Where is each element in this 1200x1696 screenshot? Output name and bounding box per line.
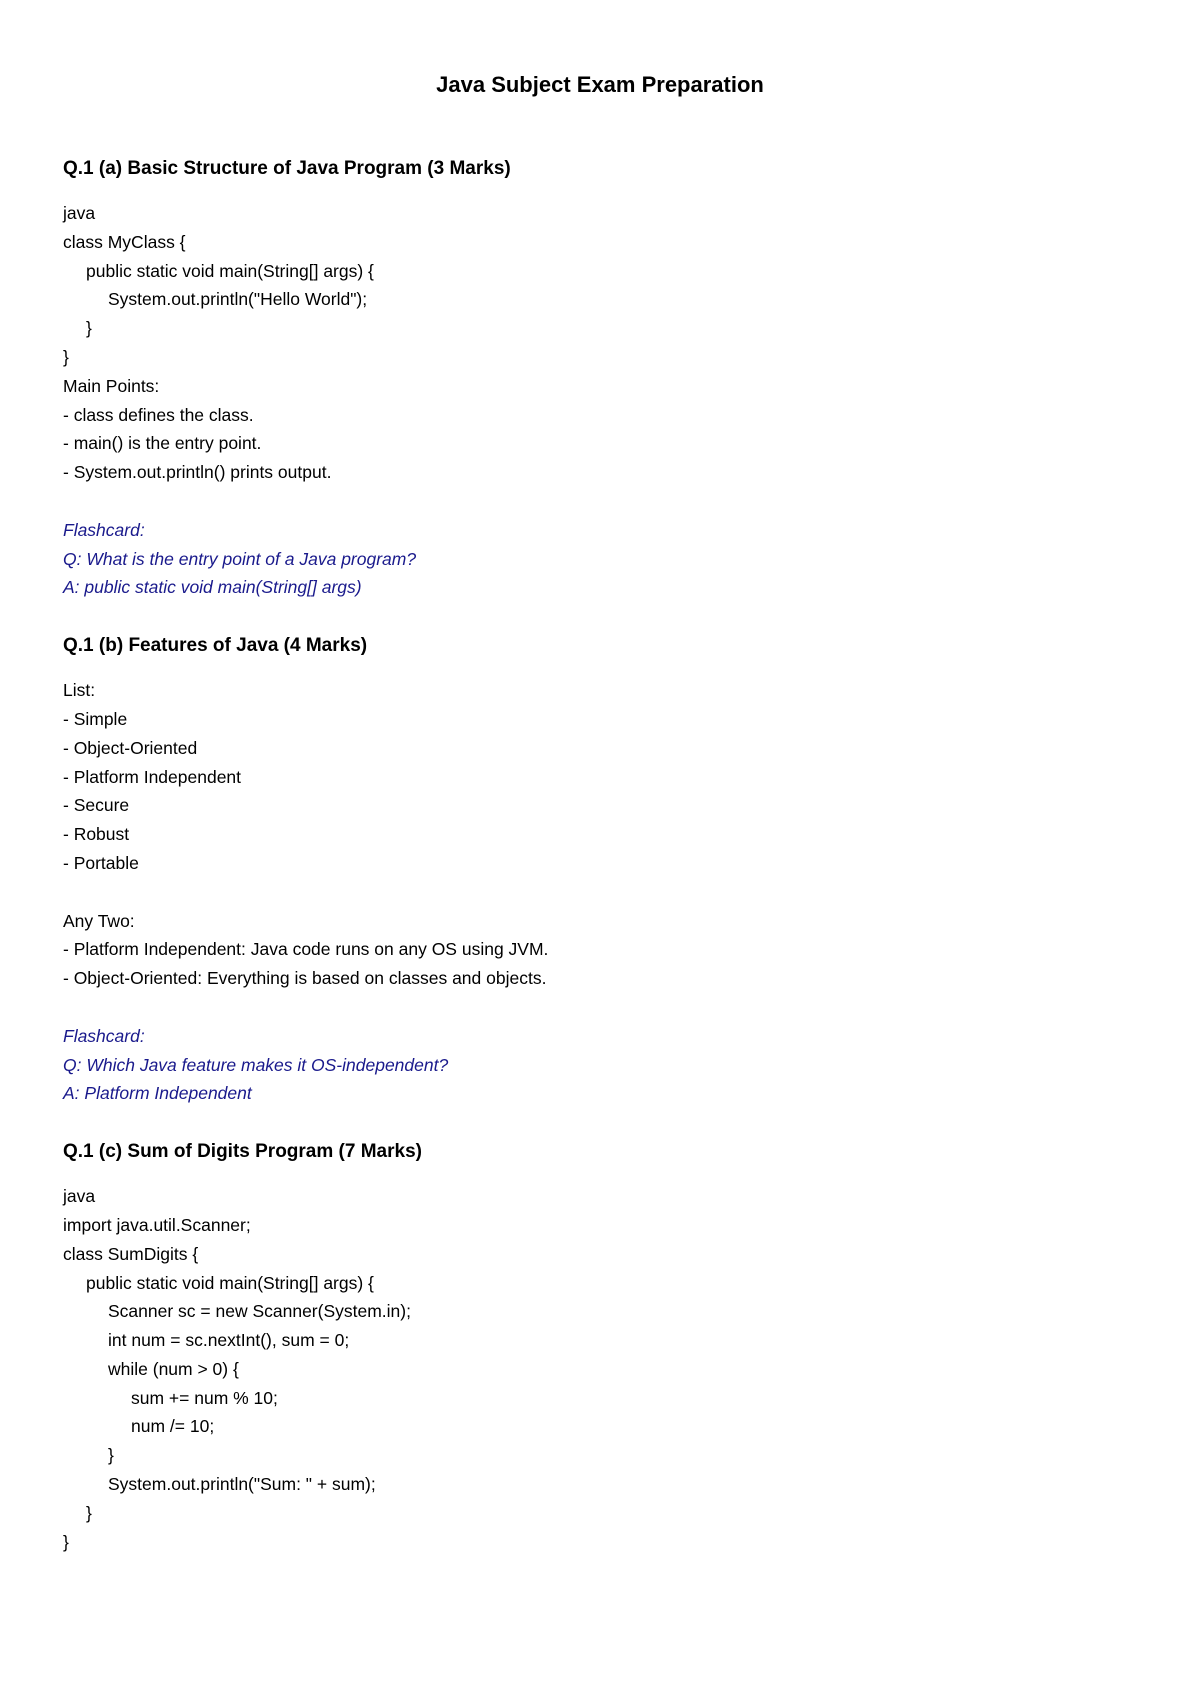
any-two-label: Any Two:	[63, 910, 135, 931]
list-item: - Robust	[63, 824, 130, 845]
code-line: System.out.println("Sum: " + sum);	[108, 1474, 376, 1495]
code-line: public static void main(String[] args) {	[86, 1272, 374, 1293]
list-item: - Platform Independent: Java code runs on any OS using JVM.	[63, 939, 549, 960]
code-line: }	[63, 346, 69, 367]
flashcard-question: Q: Which Java feature makes it OS-independent?	[63, 1054, 449, 1075]
list-item: - Object-Oriented	[63, 737, 198, 758]
flashcard-label: Flashcard:	[63, 1025, 145, 1046]
code-line: sum += num % 10;	[131, 1387, 278, 1408]
flashcard-answer: A: Platform Independent	[63, 1083, 252, 1104]
section-heading: Q.1 (a) Basic Structure of Java Program (3 Marks)	[63, 158, 511, 179]
code-line: class MyClass {	[63, 231, 186, 252]
list-item: - Object-Oriented: Everything is based on classes and objects.	[63, 968, 547, 989]
list-item: - class defines the class.	[63, 404, 254, 425]
main-points-label: Main Points:	[63, 375, 160, 396]
list-item: - Secure	[63, 795, 130, 816]
code-language-label: java	[63, 203, 96, 223]
code-line: }	[63, 1531, 69, 1552]
code-line: int num = sc.nextInt(), sum = 0;	[108, 1330, 350, 1351]
section-heading: Q.1 (c) Sum of Digits Program (7 Marks)	[63, 1141, 422, 1163]
document-content	[63, 155, 1143, 1586]
list-item: - main() is the entry point.	[63, 433, 262, 454]
code-line: System.out.println("Hello World");	[108, 289, 368, 310]
code-line: }	[108, 1445, 114, 1466]
list-item: - Portable	[63, 852, 139, 873]
section-q1c	[63, 1138, 1143, 1556]
code-line: public static void main(String[] args) {	[86, 260, 374, 281]
list-item: - Platform Independent	[63, 766, 242, 787]
code-line: }	[86, 1502, 92, 1523]
code-line: class SumDigits {	[63, 1243, 199, 1264]
section-q1a	[63, 155, 1143, 602]
flashcard-label: Flashcard:	[63, 519, 145, 540]
flashcard-question: Q: What is the entry point of a Java program?	[63, 548, 417, 569]
list-item: - Simple	[63, 708, 128, 729]
document-title: Java Subject Exam Preparation	[436, 72, 764, 97]
code-language-label: java	[63, 1186, 96, 1207]
flashcard	[63, 516, 1143, 602]
flashcard-answer: A: public static void main(String[] args)	[63, 577, 362, 598]
code-line: Scanner sc = new Scanner(System.in);	[108, 1301, 411, 1322]
section-heading: Q.1 (b) Features of Java (4 Marks)	[63, 635, 368, 657]
code-block	[63, 199, 1143, 372]
flashcard	[63, 1022, 1143, 1108]
code-line: import java.util.Scanner;	[63, 1214, 251, 1235]
code-line: num /= 10;	[131, 1416, 215, 1437]
code-line: while (num > 0) {	[108, 1358, 239, 1379]
list-item: - System.out.println() prints output.	[63, 462, 332, 483]
list-label: List:	[63, 680, 96, 701]
section-q1b	[63, 632, 1143, 1108]
code-line: }	[86, 318, 92, 339]
code-block	[63, 1182, 1143, 1556]
